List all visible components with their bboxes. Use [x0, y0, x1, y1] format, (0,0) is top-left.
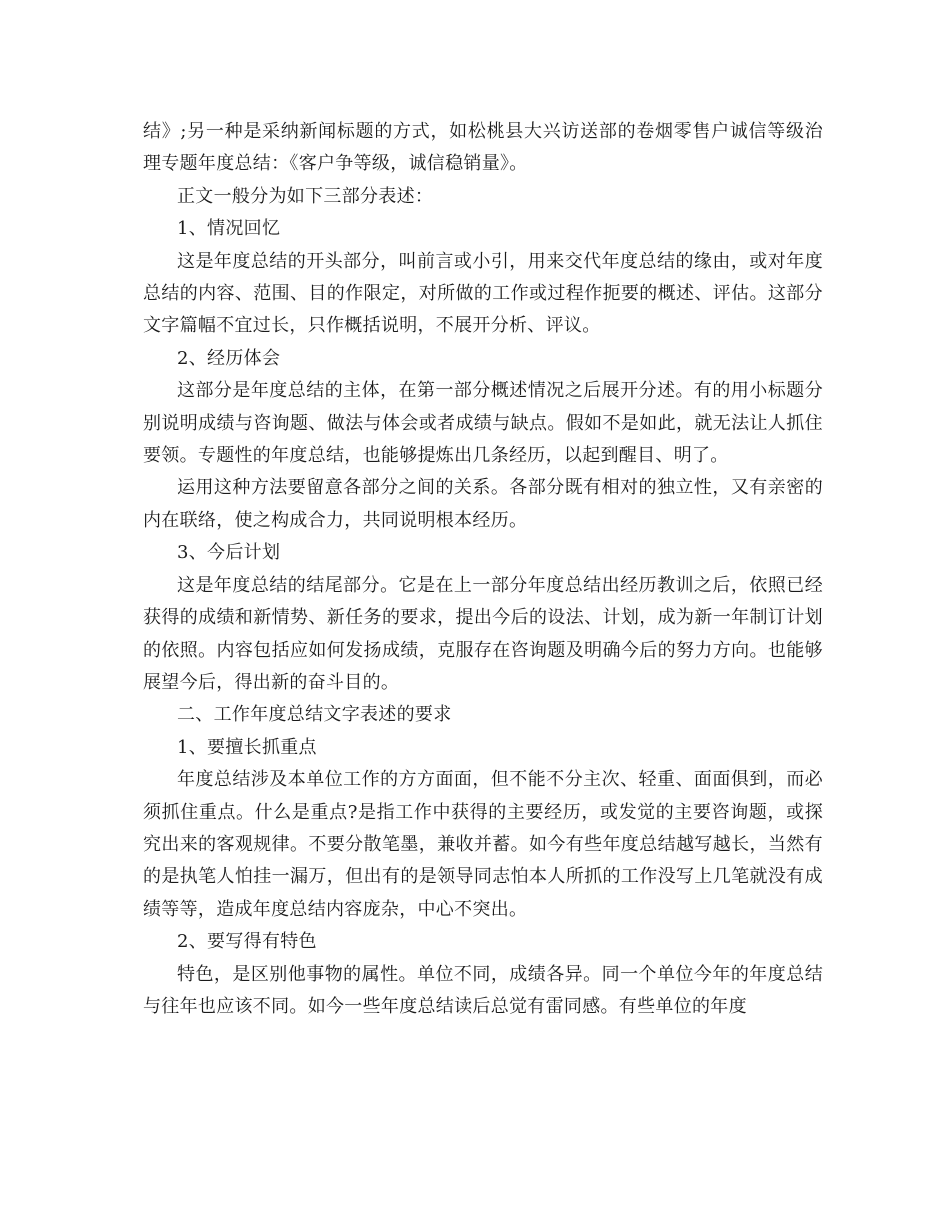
section-heading: 1、要擅长抓重点	[177, 736, 317, 758]
paragraph: 这是年度总结的结尾部分。它是在上一部分年度总结出经历教训之后，依照已经获得的成绩和新情势、新任务的要求，提出今后的设法、计划，成为新一年制订计划的依照。内容包括应如何发扬成绩，克服存在咨询题及明确今后的努力方向。也能够展望今后，得出新的奋斗目的。	[143, 574, 823, 693]
section-heading: 1、情况回忆	[177, 218, 281, 240]
section-heading: 2、要写得有特色	[177, 931, 317, 953]
paragraph: 运用这种方法要留意各部分之间的关系。各部分既有相对的独立性，又有亲密的内在联络，使之构成合力，共同说明根本经历。	[143, 477, 823, 531]
paragraph: 年度总结涉及本单位工作的方方面面，但不能不分主次、轻重、面面俱到，而必须抓住重点。什么是重点?是指工作中获得的主要经历，或发觉的主要咨询题，或探究出来的客观规律。不要分散笔墨，兼收并蓄。如今有些年度总结越写越长，当然有的是执笔人怕挂一漏万，但出有的是领导同志怕本人所抓的工作没写上几笔就没有成绩等等，造成年度总结内容庞杂，中心不突出。	[143, 769, 823, 920]
section-heading: 二、工作年度总结文字表述的要求	[177, 704, 452, 726]
document-body	[143, 116, 823, 1023]
section-heading: 2、经历体会	[177, 347, 281, 369]
paragraph: 特色，是区别他事物的属性。单位不同，成绩各异。同一个单位今年的年度总结与往年也应该不同。如今一些年度总结读后总觉有雷同感。有些单位的年度	[143, 963, 823, 1017]
paragraph: 这部分是年度总结的主体，在第一部分概述情况之后展开分述。有的用小标题分别说明成绩与咨询题、做法与体会或者成绩与缺点。假如不是如此，就无法让人抓住要领。专题性的年度总结，也能够提炼出几条经历，以起到醒目、明了。	[143, 380, 823, 467]
section-heading: 3、今后计划	[177, 542, 281, 564]
paragraph: 正文一般分为如下三部分表述：	[177, 185, 434, 207]
paragraph: 这是年度总结的开头部分，叫前言或小引，用来交代年度总结的缘由，或对年度总结的内容、范围、目的作限定，对所做的工作或过程作扼要的概述、评估。这部分文字篇幅不宜过长，只作概括说明，不展开分析、评议。	[143, 250, 823, 337]
paragraph: 结》;另一种是采纳新闻标题的方式，如松桃县大兴访送部的卷烟零售户诚信等级治理专题年度总结：《客户争等级，诚信稳销量》。	[143, 121, 823, 175]
